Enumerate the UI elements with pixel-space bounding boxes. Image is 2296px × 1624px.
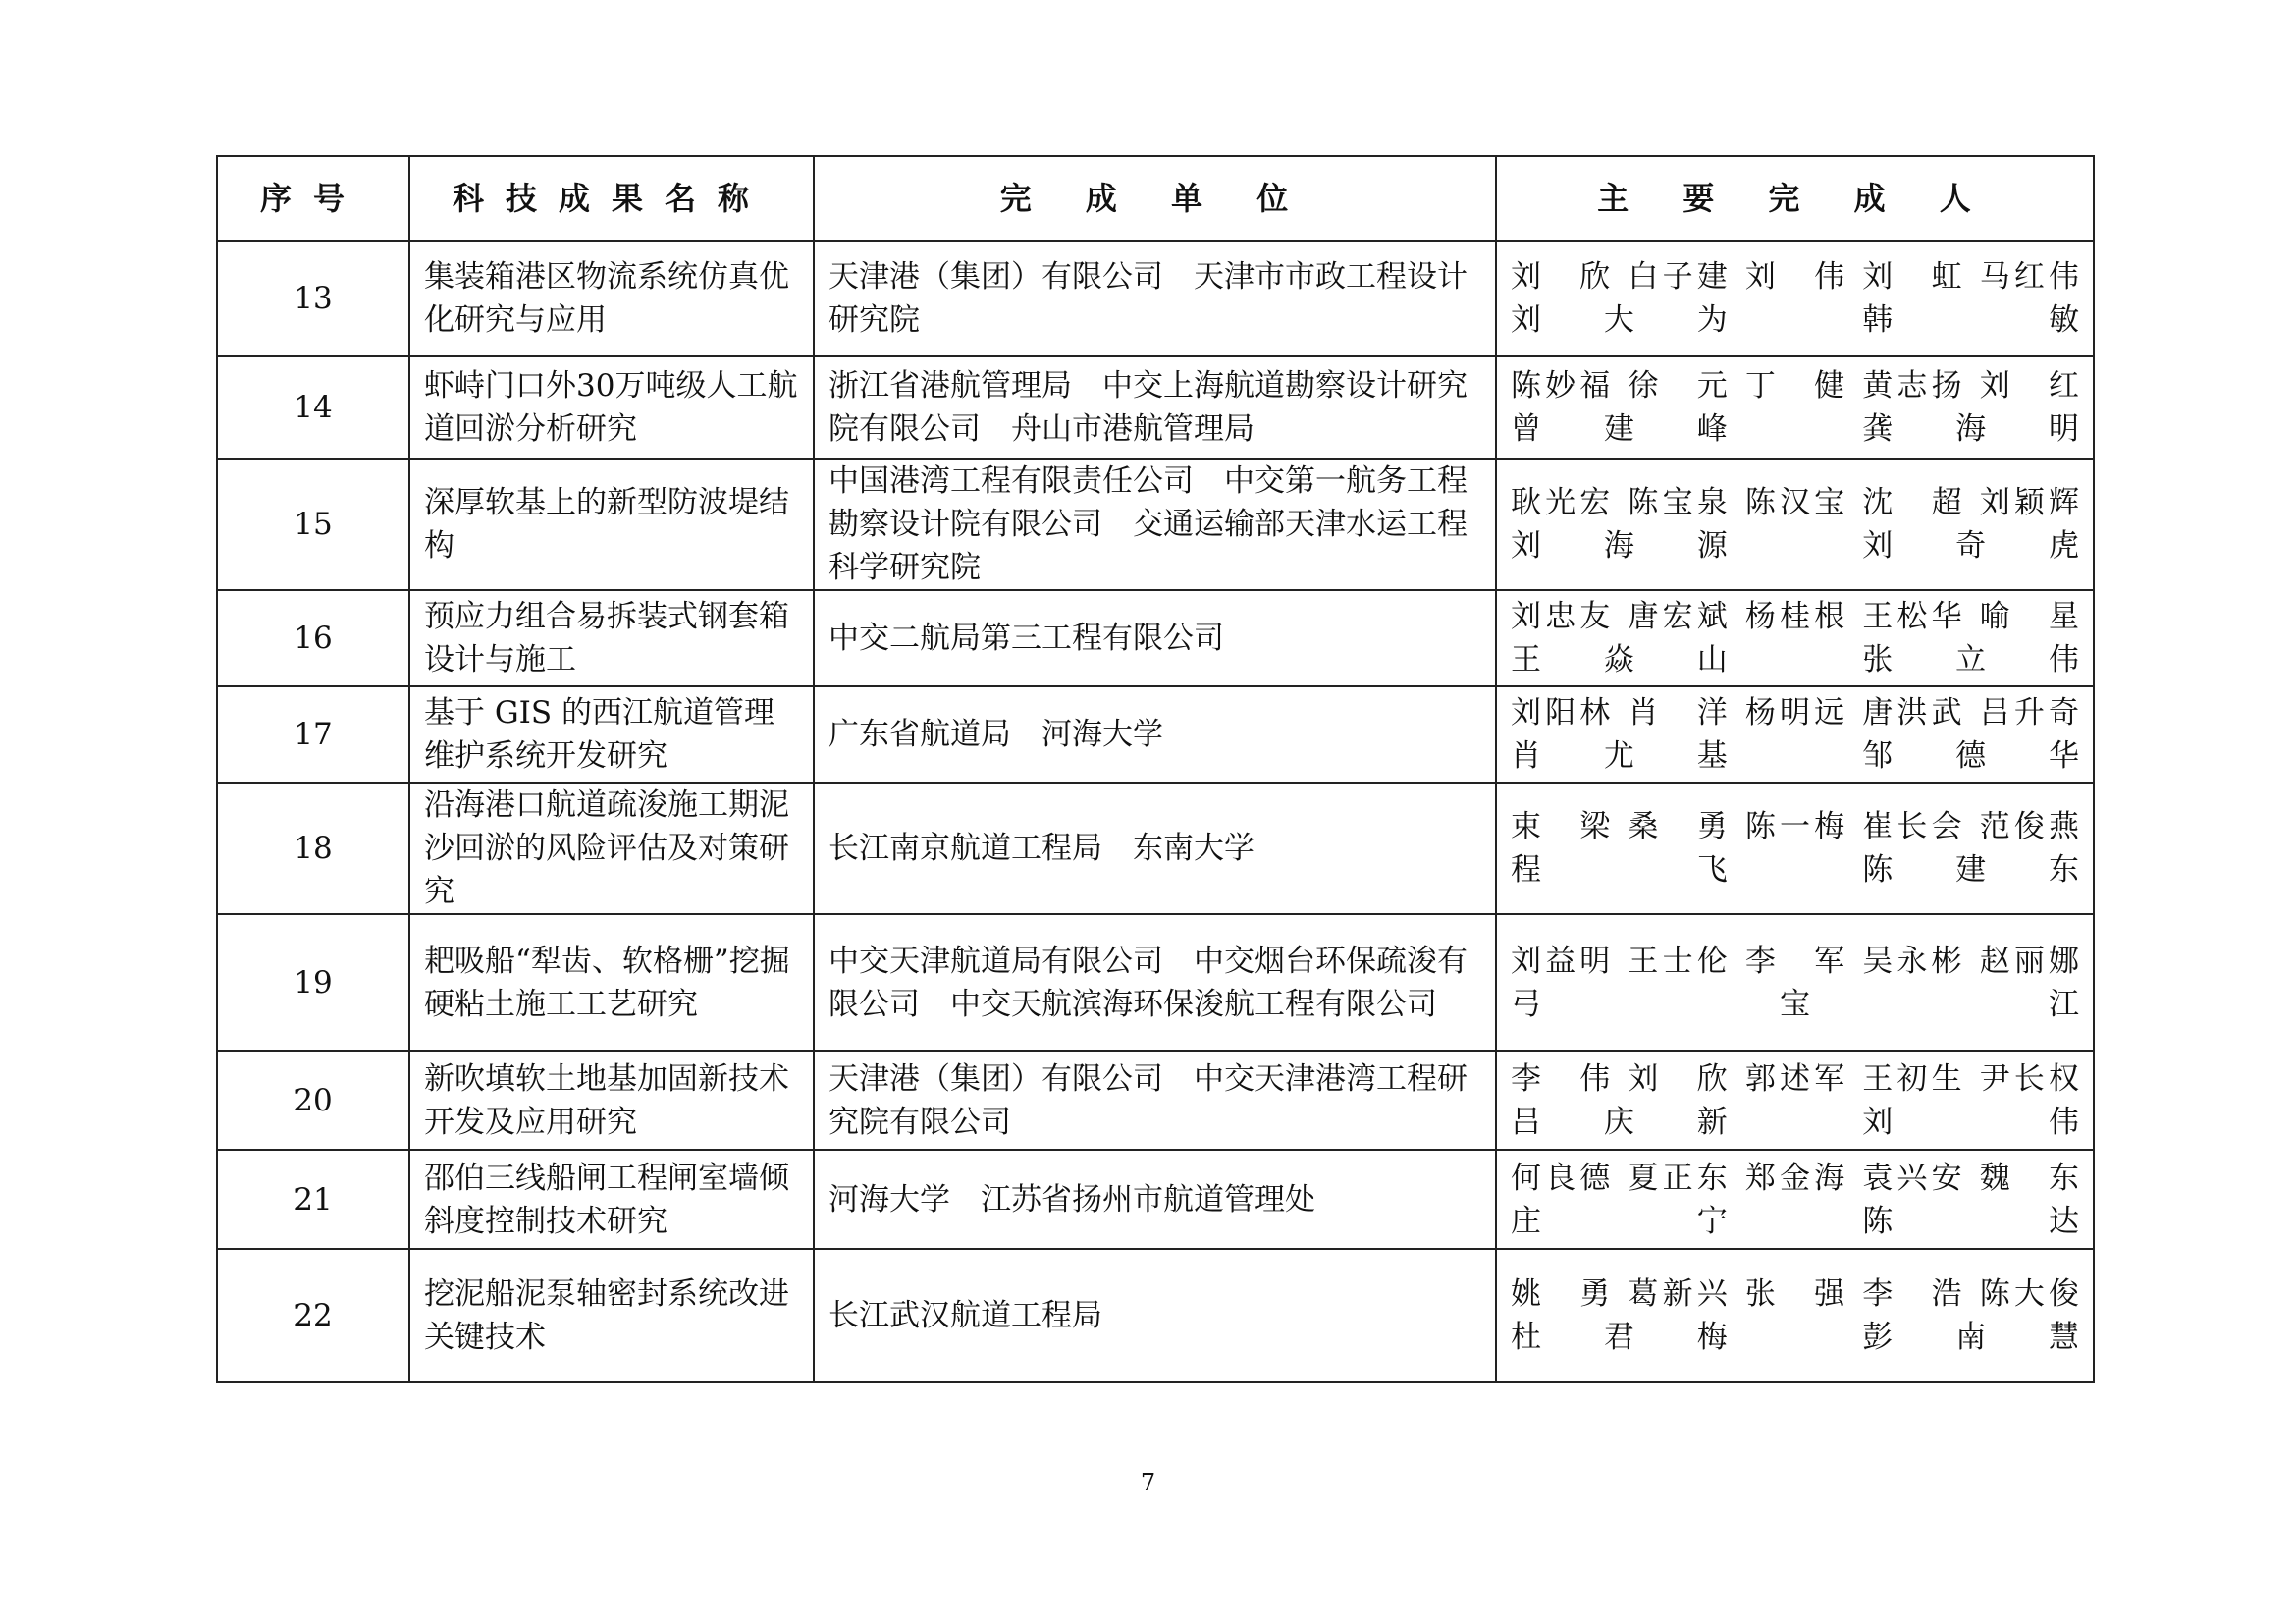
cell-completing-unit: 中交天津航道局有限公司 中交烟台环保疏浚有限公司 中交天航滨海环保浚航工程有限公司 bbox=[814, 914, 1496, 1051]
contributors-line: 姚 勇 葛新兴 张 强 李 浩 陈大俊 bbox=[1511, 1276, 2079, 1312]
cell-main-contributors bbox=[1496, 914, 2094, 1051]
table-row bbox=[217, 590, 2094, 686]
cell-achievement-name: 邵伯三线船闸工程闸室墙倾斜度控制技术研究 bbox=[409, 1150, 814, 1249]
cell-seq: 16 bbox=[217, 590, 409, 686]
contributors-line: 刘海源 刘奇虎 bbox=[1511, 528, 2079, 564]
table-row bbox=[217, 914, 2094, 1051]
cell-main-contributors bbox=[1496, 1249, 2094, 1382]
contributors-line: 弓宝江 bbox=[1511, 986, 2079, 1022]
cell-achievement-name: 挖泥船泥泵轴密封系统改进关键技术 bbox=[409, 1249, 814, 1382]
cell-achievement-name: 虾峙门口外30万吨级人工航道回淤分析研究 bbox=[409, 356, 814, 459]
cell-achievement-name: 基于 GIS 的西江航道管理维护系统开发研究 bbox=[409, 686, 814, 783]
cell-seq: 19 bbox=[217, 914, 409, 1051]
contributors-line: 刘忠友 唐宏斌 杨桂根 王松华 喻 星 bbox=[1511, 599, 2079, 634]
header-seq: 序号 bbox=[217, 156, 409, 241]
cell-seq: 14 bbox=[217, 356, 409, 459]
table-header-row bbox=[217, 156, 2094, 241]
contributors-line: 刘阳林 肖 洋 杨明远 唐洪武 吕升奇 bbox=[1511, 695, 2079, 731]
header-name: 科技成果名称 bbox=[409, 156, 814, 241]
header-people: 主 要 完 成 人 bbox=[1496, 156, 2094, 241]
cell-achievement-name: 集装箱港区物流系统仿真优化研究与应用 bbox=[409, 241, 814, 356]
contributors-line: 束 梁 桑 勇 陈一梅 崔长会 范俊燕 bbox=[1511, 809, 2079, 844]
cell-achievement-name: 预应力组合易拆装式钢套箱设计与施工 bbox=[409, 590, 814, 686]
contributors-line: 王焱山 张立伟 bbox=[1511, 642, 2079, 677]
contributors-line: 程 飞 陈建东 bbox=[1511, 852, 2079, 888]
cell-seq: 15 bbox=[217, 459, 409, 590]
table-row bbox=[217, 1051, 2094, 1150]
table-row bbox=[217, 686, 2094, 783]
contributors-line: 庄 宁 陈 达 bbox=[1511, 1203, 2079, 1239]
cell-main-contributors bbox=[1496, 783, 2094, 914]
cell-completing-unit: 天津港（集团）有限公司 中交天津港湾工程研究院有限公司 bbox=[814, 1051, 1496, 1150]
cell-completing-unit: 长江南京航道工程局 东南大学 bbox=[814, 783, 1496, 914]
header-unit: 完 成 单 位 bbox=[814, 156, 1496, 241]
cell-main-contributors bbox=[1496, 590, 2094, 686]
cell-main-contributors bbox=[1496, 459, 2094, 590]
contributors-line: 杜君梅 彭南慧 bbox=[1511, 1320, 2079, 1355]
cell-completing-unit: 中交二航局第三工程有限公司 bbox=[814, 590, 1496, 686]
table-row bbox=[217, 459, 2094, 590]
cell-completing-unit: 天津港（集团）有限公司 天津市市政工程设计研究院 bbox=[814, 241, 1496, 356]
contributors-line: 陈妙福 徐 元 丁 健 黄志扬 刘 红 bbox=[1511, 368, 2079, 404]
cell-completing-unit: 中国港湾工程有限责任公司 中交第一航务工程勘察设计院有限公司 交通运输部天津水运工程科学研究院 bbox=[814, 459, 1496, 590]
cell-main-contributors bbox=[1496, 356, 2094, 459]
table-row bbox=[217, 1249, 2094, 1382]
cell-completing-unit: 河海大学 江苏省扬州市航道管理处 bbox=[814, 1150, 1496, 1249]
contributors-line: 刘益明 王士伦 李 军 吴永彬 赵丽娜 bbox=[1511, 943, 2079, 979]
contributors-line: 何良德 夏正东 郑金海 袁兴安 魏 东 bbox=[1511, 1160, 2079, 1196]
cell-seq: 18 bbox=[217, 783, 409, 914]
cell-completing-unit: 长江武汉航道工程局 bbox=[814, 1249, 1496, 1382]
page-number: 7 bbox=[1140, 1469, 1156, 1496]
table-row bbox=[217, 356, 2094, 459]
cell-completing-unit: 广东省航道局 河海大学 bbox=[814, 686, 1496, 783]
cell-main-contributors bbox=[1496, 241, 2094, 356]
cell-main-contributors bbox=[1496, 686, 2094, 783]
achievements-table bbox=[216, 155, 2095, 1383]
cell-achievement-name: 新吹填软土地基加固新技术开发及应用研究 bbox=[409, 1051, 814, 1150]
table-row bbox=[217, 241, 2094, 356]
cell-seq: 17 bbox=[217, 686, 409, 783]
table-row bbox=[217, 783, 2094, 914]
contributors-line: 耿光宏 陈宝泉 陈汉宝 沈 超 刘颖辉 bbox=[1511, 485, 2079, 520]
cell-completing-unit: 浙江省港航管理局 中交上海航道勘察设计研究院有限公司 舟山市港航管理局 bbox=[814, 356, 1496, 459]
cell-seq: 21 bbox=[217, 1150, 409, 1249]
cell-seq: 22 bbox=[217, 1249, 409, 1382]
cell-achievement-name: 耙吸船“犁齿、软格栅”挖掘硬粘土施工工艺研究 bbox=[409, 914, 814, 1051]
cell-main-contributors bbox=[1496, 1150, 2094, 1249]
cell-seq: 13 bbox=[217, 241, 409, 356]
contributors-line: 曾建峰 龚海明 bbox=[1511, 411, 2079, 447]
table-body bbox=[217, 241, 2094, 1382]
table-row bbox=[217, 1150, 2094, 1249]
contributors-line: 李 伟 刘 欣 郭述军 王初生 尹长权 bbox=[1511, 1060, 2079, 1097]
contributors-line: 肖尤基 邹德华 bbox=[1511, 738, 2079, 774]
contributors-line: 刘大为 韩 敏 bbox=[1511, 302, 2079, 338]
cell-achievement-name: 沿海港口航道疏浚施工期泥沙回淤的风险评估及对策研究 bbox=[409, 783, 814, 914]
cell-main-contributors bbox=[1496, 1051, 2094, 1150]
cell-achievement-name: 深厚软基上的新型防波堤结构 bbox=[409, 459, 814, 590]
contributors-line: 刘 欣 白子建 刘 伟 刘 虹 马红伟 bbox=[1511, 259, 2079, 295]
contributors-line: 吕庆新 刘 伟 bbox=[1511, 1104, 2079, 1140]
cell-seq: 20 bbox=[217, 1051, 409, 1150]
